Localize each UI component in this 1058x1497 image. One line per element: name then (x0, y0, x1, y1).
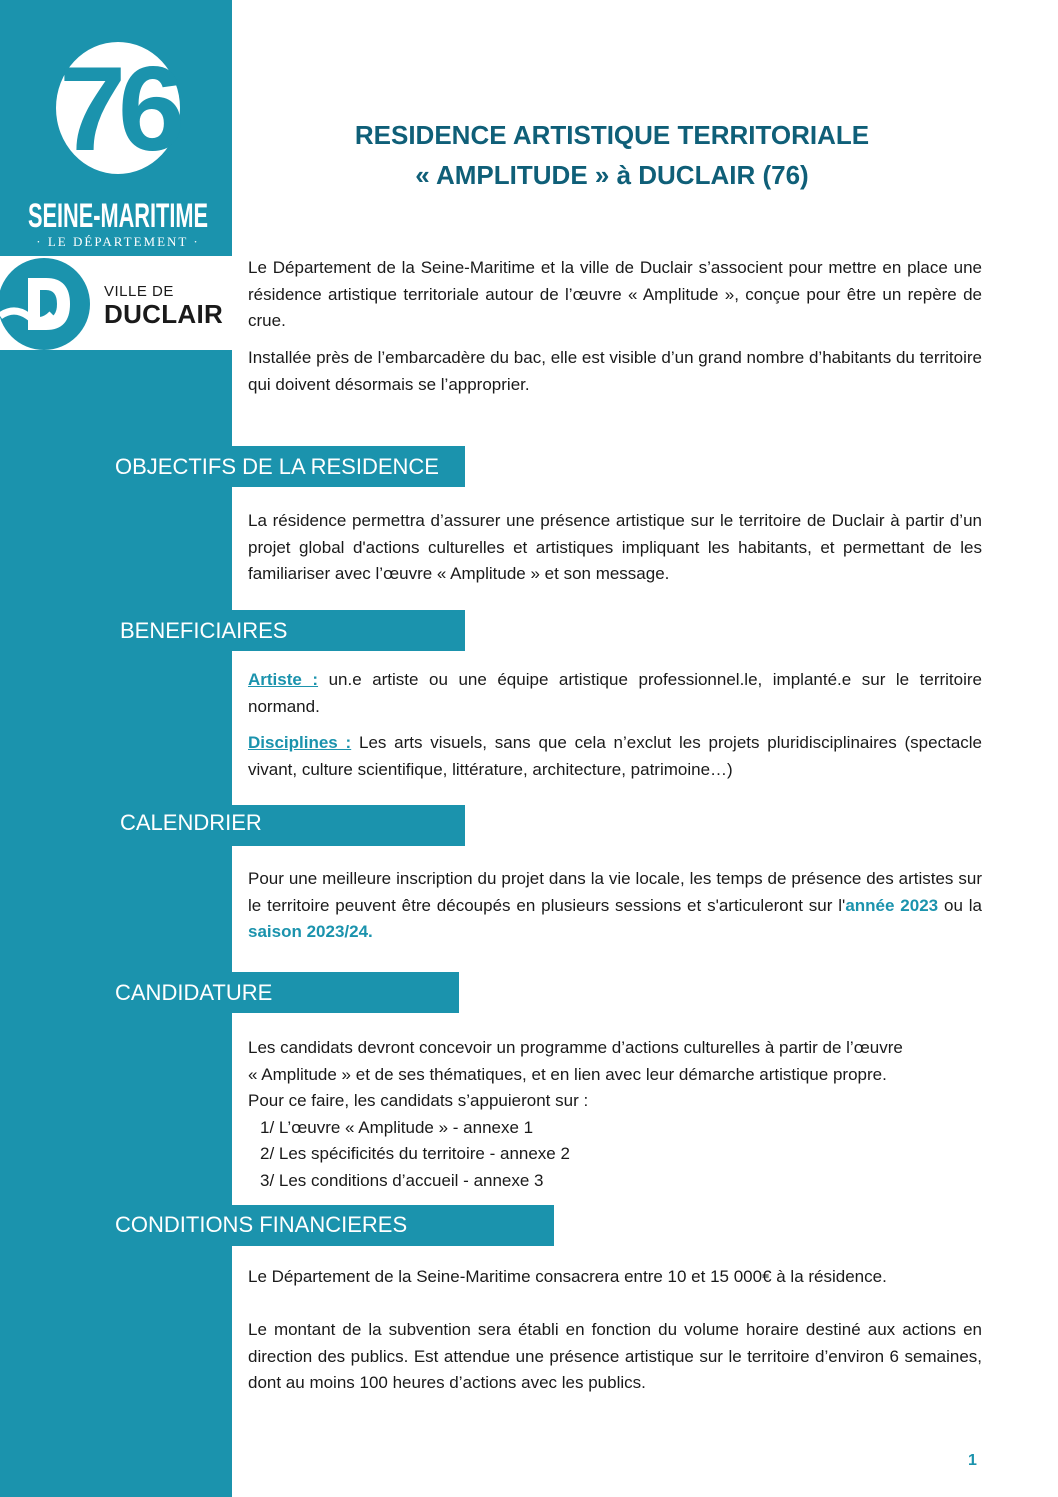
page-title-line1: RESIDENCE ARTISTIQUE TERRITORIALE (354, 120, 870, 150)
beneficiaires-disciplines (248, 730, 982, 783)
page-title-line2: « AMPLITUDE » à DUCLAIR (76) (415, 160, 809, 190)
list-item: 1/ L’œuvre « Amplitude » - annexe 1 (260, 1117, 534, 1137)
logo-tagline: · LE DÉPARTEMENT · (36, 234, 200, 249)
list-item: 2/ Les spécificités du territoire - annexe 2 (260, 1144, 570, 1163)
partner-small-label: VILLE DE (104, 283, 174, 300)
conditions-paragraph-2: Le montant de la subvention sera établi en fonction du volume horaire destiné aux actions en direction des publics. Est attendue une présence artistique sur le territoire d’environ 6 semaines, dont au moins 100 heures d’actions avec les publics. (248, 1320, 982, 1392)
intro-paragraph-1: Le Département de la Seine-Maritime et la ville de Duclair s’associent pour mettre en place une résidence artistique territoriale autour de l’œuvre « Amplitude », conçue pour être un repère de crue. (248, 258, 982, 330)
conditions-paragraph-1: Le Département de la Seine-Maritime consacrera entre 10 et 15 000€ à la résidence. (248, 1267, 887, 1286)
candidature-block (248, 1035, 982, 1194)
intro-paragraph-2: Installée près de l’embarcadère du bac, elle est visible d’un grand nombre d’habitants du territoire qui doivent désormais se l’approprier. (248, 348, 982, 394)
candidature-line-1: Les candidats devront concevoir un programme d’actions culturelles à partir de l’œuvre (248, 1038, 903, 1057)
disciplines-label: Disciplines : (248, 733, 352, 752)
calendrier-highlight-saison: saison 2023/24. (248, 922, 373, 941)
page-number: 1 (968, 1452, 977, 1469)
section-heading-beneficiaires: BENEFICIAIRES (120, 618, 288, 643)
objectifs-paragraph: La résidence permettra d’assurer une présence artistique sur le territoire de Duclair à partir d’un projet global d'actions culturelles et artistiques impliquant les habitants, et permettant de les familiariser avec l’œuvre « Amplitude » et son message. (248, 511, 982, 583)
section-heading-conditions: CONDITIONS FINANCIERES (115, 1212, 408, 1237)
calendrier-paragraph (248, 866, 982, 946)
artiste-label: Artiste : (248, 670, 319, 689)
disciplines-text: Les arts visuels, sans que cela n’exclut les projets pluridisciplinaires (spectacle vivant, culture scientifique, littérature, architecture, patrimoine…) (248, 733, 982, 779)
section-heading-objectifs: OBJECTIFS DE LA RESIDENCE (115, 454, 439, 479)
logo-number: 76 (59, 42, 177, 176)
artiste-text: un.e artiste ou une équipe artistique professionnel.le, implanté.e sur le territoire normand. (248, 670, 982, 716)
calendrier-text-middle: ou la (938, 895, 982, 915)
partner-big-label: DUCLAIR (104, 299, 224, 329)
calendrier-text-before: Pour une meilleure inscription du projet dans la vie locale, les temps de présence des artistes sur le territoire peuvent être découpés en plusieurs sessions et s'articuleront sur l' (248, 869, 982, 915)
calendrier-highlight-annee: année 2023 (845, 895, 939, 915)
section-heading-calendrier: CALENDRIER (120, 810, 262, 835)
candidature-line-3: Pour ce faire, les candidats s’appuieront sur : (248, 1091, 589, 1110)
logo-name: SEINE-MARITIME (28, 197, 208, 235)
seine-maritime-logo (0, 0, 232, 256)
section-heading-candidature: CANDIDATURE (115, 980, 273, 1005)
list-item: 3/ Les conditions d’accueil - annexe 3 (260, 1170, 544, 1190)
candidature-line-2: « Amplitude » et de ses thématiques, et en lien avec leur démarche artistique propre. (248, 1064, 887, 1084)
beneficiaires-artiste (248, 667, 982, 720)
